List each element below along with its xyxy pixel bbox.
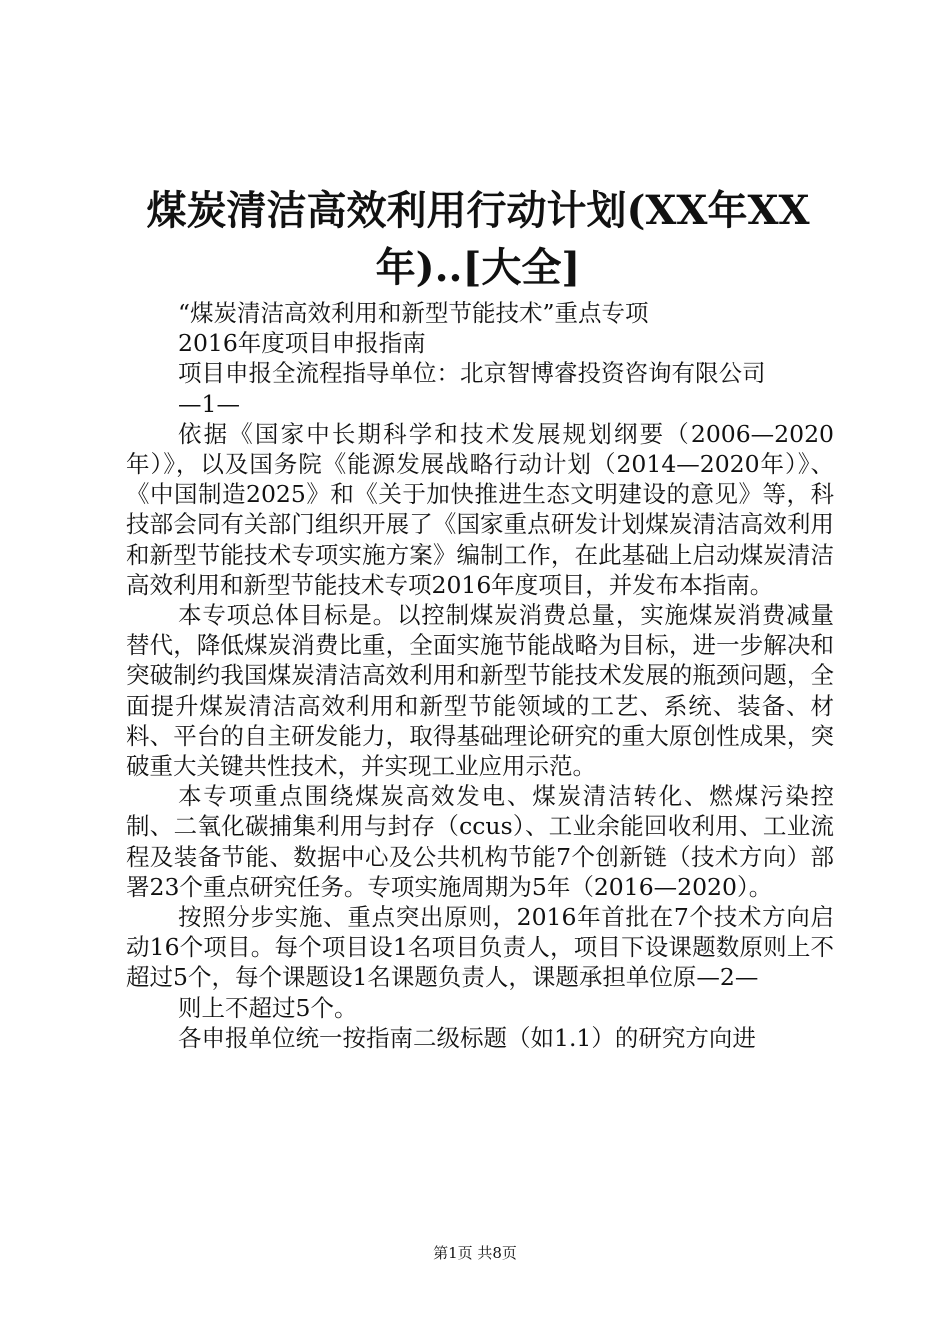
- page-footer: 第1页 共8页: [433, 1244, 517, 1262]
- paragraph-4: 按照分步实施、重点突出原则，2016年首批在7个技术方向启动16个项目。每个项目设1名项目负责人，项目下设课题数原则上不超过5个，每个课题设1名课题负责人，课题承担单位原—2—: [126, 903, 834, 992]
- paragraph-2: 本专项总体目标是。以控制煤炭消费总量，实施煤炭消费减量替代，降低煤炭消费比重，全面实施节能战略为目标，进一步解决和突破制约我国煤炭清洁高效利用和新型节能技术发展的瓶颈问题，全面提升煤炭清洁高效利用和新型节能领域的工艺、系统、装备、材料、平台的自主研发能力，取得基础理论研究的重大原创性成果，突破重大关键共性技术，并实现工业应用示范。: [126, 601, 834, 781]
- subtitle-line-1: “煤炭清洁高效利用和新型节能技术”重点专项: [178, 299, 649, 327]
- document-title: 煤炭清洁高效利用行动计划(XX年XX年)..[大全]: [146, 187, 810, 291]
- subtitle-line-3: 项目申报全流程指导单位：北京智博睿投资咨询有限公司: [178, 359, 766, 388]
- page-marker-1: —1—: [178, 389, 240, 418]
- subtitle-line-2: 2016年度项目申报指南: [178, 329, 426, 358]
- paragraph-5: 各申报单位统一按指南二级标题（如1.1）的研究方向进: [178, 1023, 756, 1052]
- paragraph-3: 本专项重点围绕煤炭高效发电、煤炭清洁转化、燃煤污染控制、二氧化碳捕集利用与封存（ccus）、工业余能回收利用、工业流程及装备节能、数据中心及公共机构节能7个创新链（技术方向）部署23个重点研究任务。专项实施周期为5年（2016—2020）。: [126, 782, 834, 901]
- continuation-line: 则上不超过5个。: [178, 993, 358, 1022]
- paragraph-1: 依据《国家中长期科学和技术发展规划纲要（2006—2020年）》，以及国务院《能源发展战略行动计划（2014—2020年）》、《中国制造2025》和《关于加快推进生态文明建设的意见》等，科技部会同有关部门组织开展了《国家重点研发计划煤炭清洁高效利用和新型节能技术专项实施方案》编制工作，在此基础上启动煤炭清洁高效利用和新型节能技术专项2016年度项目，并发布本指南。: [126, 419, 834, 599]
- document-body: [126, 298, 834, 1053]
